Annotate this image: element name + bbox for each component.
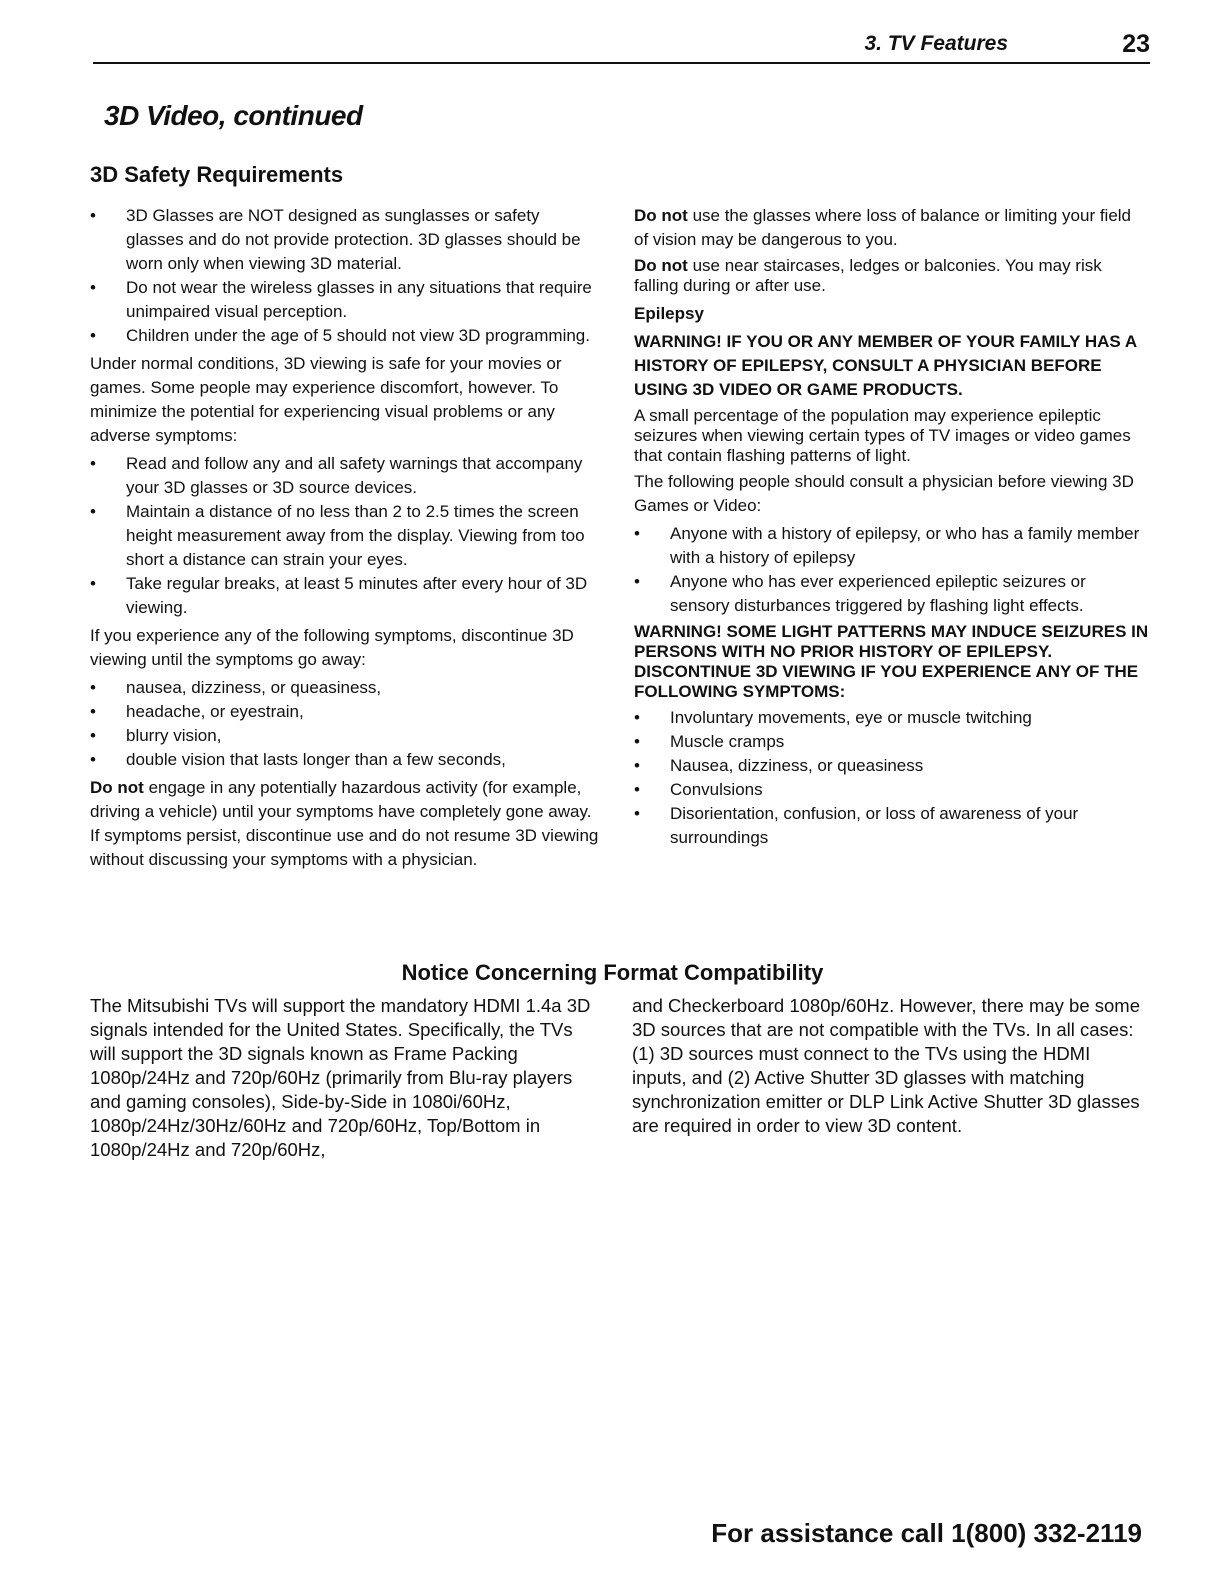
seizure-warning: WARNING! SOME LIGHT PATTERNS MAY INDUCE SEIZURES IN PERSONS WITH NO PRIOR HISTORY OF EPILEPSY. DISCONTINUE 3D VIEWING IF YOU EXPERIENCE ANY OF THE FOLLOWING SYMPTOMS:	[634, 622, 1149, 701]
bullet-icon: •	[90, 726, 96, 745]
bullet-icon: •	[634, 732, 640, 751]
notice-paragraph-right: and Checkerboard 1080p/60Hz. However, there may be some 3D sources that are not compatible with the TVs. In all cases: (1) 3D sources must connect to the TVs using the HDMI inputs, and (2) Active Shutter 3D glasses with matching synchronization emitter or DLP Link Active Shutter 3D glasses are required in order to view 3D content.	[632, 995, 1141, 1136]
precautions-bullet-list	[90, 452, 600, 620]
bullet-icon: •	[90, 574, 96, 593]
at-risk-bullet-list	[634, 522, 1149, 618]
left-column	[90, 204, 600, 876]
normal-conditions-paragraph: Under normal conditions, 3D viewing is safe for your movies or games. Some people may experience discomfort, however. To minimize the potential for experiencing visual problems or any adverse symptoms:	[90, 354, 562, 445]
seizure-symptoms-bullet-list	[634, 706, 1149, 850]
epilepsy-warning: WARNING! IF YOU OR ANY MEMBER OF YOUR FAMILY HAS A HISTORY OF EPILEPSY, CONSULT A PHYSICIAN BEFORE USING 3D VIDEO OR GAME PRODUCTS.	[634, 332, 1137, 399]
hazardous-activity-paragraph: Do not engage in any potentially hazardous activity (for example, driving a vehicle) until your symptoms have completely gone away. If symptoms persist, discontinue use and do not resume 3D viewing without discussing your symptoms with a physician.	[90, 778, 599, 869]
bullet-icon: •	[90, 326, 96, 345]
glasses-bullet-list	[90, 204, 600, 348]
bullet-icon: •	[90, 678, 96, 697]
list-item: • Children under the age of 5 should not view 3D programming.	[90, 324, 600, 348]
list-item: • Take regular breaks, at least 5 minutes after every hour of 3D viewing.	[90, 574, 588, 617]
bullet-icon: •	[634, 572, 640, 591]
list-item: • Do not wear the wireless glasses in any situations that require unimpaired visual perception.	[90, 278, 592, 321]
balance-paragraph: Do not use the glasses where loss of balance or limiting your field of vision may be dangerous to you.	[634, 206, 1132, 249]
assistance-footer: For assistance call 1(800) 332-2119	[711, 1518, 1142, 1548]
notice-paragraph-left: The Mitsubishi TVs will support the mandatory HDMI 1.4a 3D signals intended for the United States. Specifically, the TVs will support the 3D signals known as Frame Packing 1080p/24Hz and 720p/60Hz (primarily from Blu-ray players and gaming consoles), Side-by-Side in 1080i/60Hz, 1080p/24Hz/30Hz/60Hz and 720p/60Hz, Top/Bottom in 1080p/24Hz and 720p/60Hz,	[90, 995, 591, 1160]
list-item: • Anyone with a history of epilepsy, or who has a family member with a history of epilepsy	[634, 524, 1140, 567]
list-item: • Disorientation, confusion, or loss of awareness of your surroundings	[634, 804, 1079, 847]
page-number: 23	[1122, 30, 1150, 58]
list-item: • Muscle cramps	[634, 730, 1149, 754]
list-item: • nausea, dizziness, or queasiness,	[90, 676, 600, 700]
epilepsy-heading: Epilepsy	[634, 304, 704, 323]
bullet-icon: •	[90, 750, 96, 769]
section-title: 3. TV Features	[864, 32, 1008, 55]
list-item: • Convulsions	[634, 778, 1149, 802]
bullet-icon: •	[634, 804, 640, 823]
list-item: • Involuntary movements, eye or muscle twitching	[634, 706, 1149, 730]
list-item: • Maintain a distance of no less than 2 to 2.5 times the screen height measurement away from the display. Viewing from too short a distance can strain your eyes.	[90, 502, 585, 569]
bullet-icon: •	[634, 708, 640, 727]
bullet-icon: •	[90, 702, 96, 721]
bullet-icon: •	[90, 278, 96, 297]
symptoms-bullet-list	[90, 676, 600, 772]
do-not-label: Do not	[634, 256, 688, 275]
symptoms-intro-paragraph: If you experience any of the following symptoms, discontinue 3D viewing until the symptoms go away:	[90, 626, 574, 669]
list-item: • headache, or eyestrain,	[90, 700, 600, 724]
list-item: • double vision that lasts longer than a few seconds,	[90, 748, 600, 772]
bullet-icon: •	[90, 206, 96, 225]
consult-physician-paragraph: The following people should consult a physician before viewing 3D Games or Video:	[634, 472, 1134, 515]
list-item: • Anyone who has ever experienced epileptic seizures or sensory disturbances triggered by flashing light effects.	[634, 572, 1086, 615]
bullet-icon: •	[90, 454, 96, 473]
bullet-icon: •	[90, 502, 96, 521]
staircases-paragraph: Do not use near staircases, ledges or balconies. You may risk falling during or after use.	[634, 256, 1102, 295]
bullet-icon: •	[634, 756, 640, 775]
do-not-label: Do not	[634, 206, 688, 225]
notice-heading: Notice Concerning Format Compatibility	[401, 960, 824, 985]
bullet-icon: •	[634, 780, 640, 799]
list-item: • 3D Glasses are NOT designed as sunglasses or safety glasses and do not provide protection. 3D glasses should be worn only when viewing 3D material.	[90, 206, 581, 273]
list-item: • blurry vision,	[90, 724, 600, 748]
bullet-icon: •	[634, 524, 640, 543]
page-title: 3D Video, continued	[104, 100, 363, 131]
right-column	[634, 204, 1149, 854]
do-not-label: Do not	[90, 778, 144, 797]
epilepsy-paragraph: A small percentage of the population may experience epileptic seizures when viewing certain types of TV images or video games that contain flashing patterns of light.	[634, 406, 1131, 465]
list-item: • Nausea, dizziness, or queasiness	[634, 754, 1149, 778]
safety-requirements-heading: 3D Safety Requirements	[90, 162, 344, 187]
list-item: • Read and follow any and all safety warnings that accompany your 3D glasses or 3D source devices.	[90, 454, 583, 497]
running-header	[93, 30, 1150, 64]
